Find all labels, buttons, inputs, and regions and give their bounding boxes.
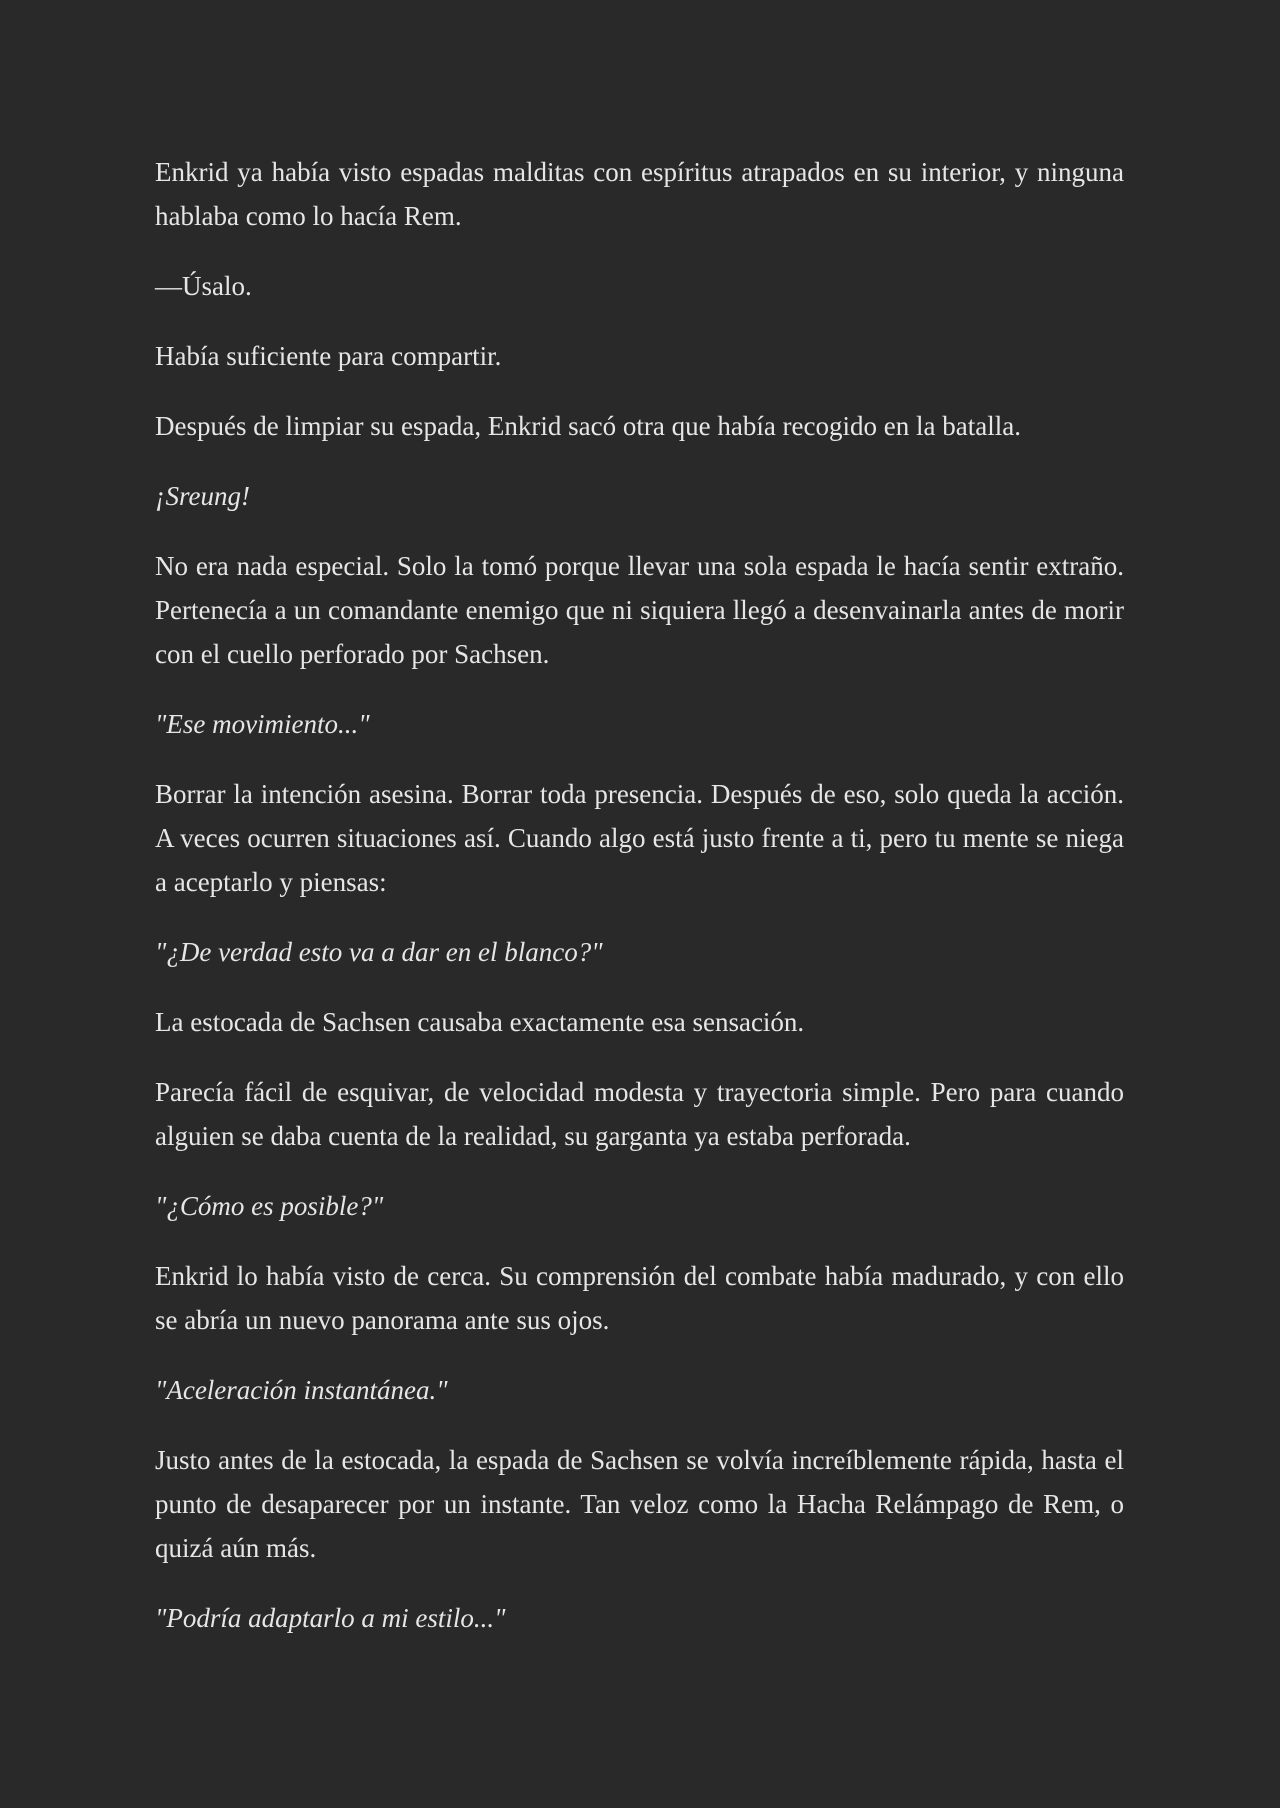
paragraph: Justo antes de la estocada, la espada de Sachsen se volvía increíblemente rápida, hasta el punto de desaparecer por un instante. Tan veloz como la Hacha Relámpago de Rem, o quizá aún más. (155, 1445, 1124, 1563)
paragraph: Enkrid lo había visto de cerca. Su comprensión del combate había madurado, y con ello se abría un nuevo panorama ante sus ojos. (155, 1261, 1124, 1335)
paragraph-italic: "Aceleración instantánea." (155, 1375, 448, 1405)
paragraph-italic: "¿De verdad esto va a dar en el blanco?" (155, 937, 603, 967)
paragraph: Después de limpiar su espada, Enkrid sacó otra que había recogido en la batalla. (155, 411, 1021, 441)
paragraph-italic: "Ese movimiento..." (155, 709, 370, 739)
paragraph: Enkrid ya había visto espadas malditas con espíritus atrapados en su interior, y ninguna hablaba como lo hacía Rem. (155, 157, 1124, 231)
paragraph: Había suficiente para compartir. (155, 341, 502, 371)
paragraph-italic: "¿Cómo es posible?" (155, 1191, 384, 1221)
paragraph-italic: ¡Sreung! (155, 481, 250, 511)
paragraph: —Úsalo. (155, 271, 252, 301)
paragraph: No era nada especial. Solo la tomó porque llevar una sola espada le hacía sentir extraño. Pertenecía a un comandante enemigo que ni siquiera llegó a desenvainarla antes de morir con el cuello perforado por Sachsen. (155, 551, 1124, 669)
chapter-text (155, 150, 1124, 1666)
paragraph: La estocada de Sachsen causaba exactamente esa sensación. (155, 1007, 805, 1037)
paragraph: Parecía fácil de esquivar, de velocidad modesta y trayectoria simple. Pero para cuando alguien se daba cuenta de la realidad, su garganta ya estaba perforada. (155, 1077, 1124, 1151)
paragraph: Borrar la intención asesina. Borrar toda presencia. Después de eso, solo queda la acción. A veces ocurren situaciones así. Cuando algo está justo frente a ti, pero tu mente se niega a aceptarlo y piensas: (155, 779, 1124, 897)
paragraph-italic: "Podría adaptarlo a mi estilo..." (155, 1603, 506, 1633)
